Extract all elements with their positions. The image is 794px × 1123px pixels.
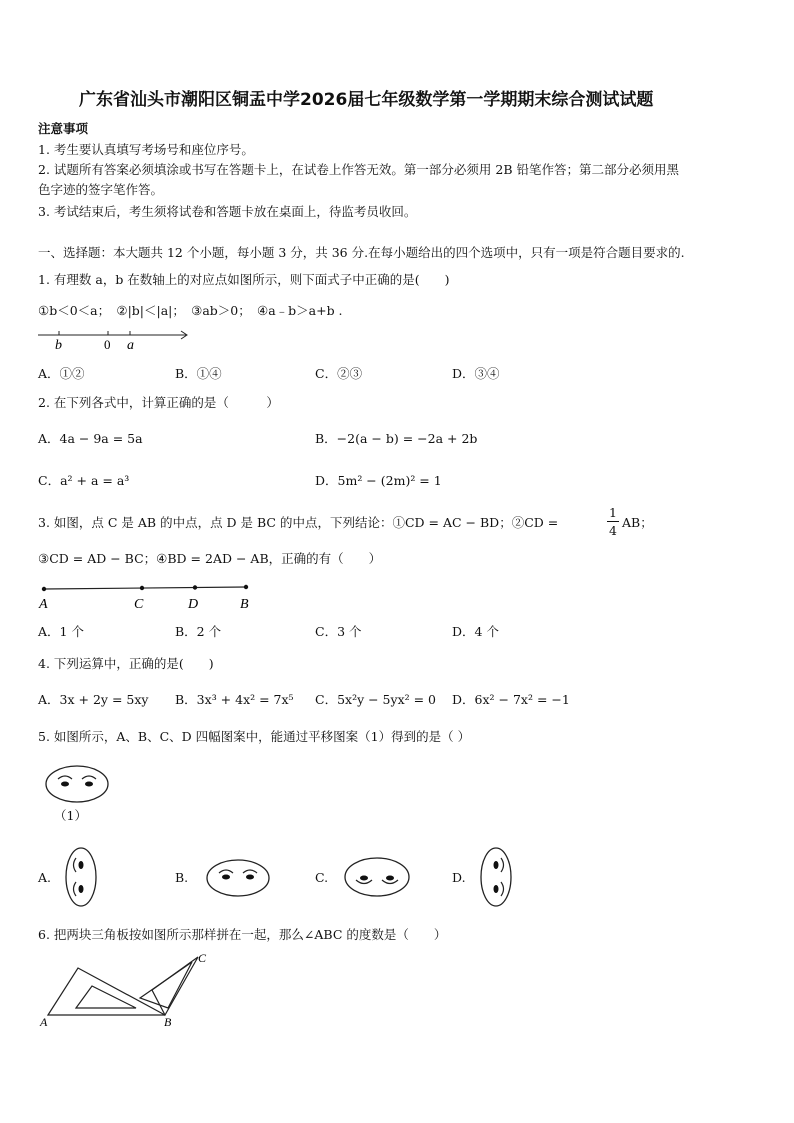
- q3-stem: 3. 如图，点 C 是 AB 的中点，点 D 是 BC 的中点，下列结论：①CD = AC − BD；②CD =: [38, 515, 559, 530]
- q5-option-d[interactable]: D.: [452, 870, 466, 885]
- q4-option-b[interactable]: B．3x³ + 4x² = 7x⁵: [175, 692, 294, 707]
- q4-option-a[interactable]: A．3x + 2y = 5xy: [38, 692, 149, 707]
- axis-label-zero: 0: [104, 337, 111, 352]
- q5-figure-a: [64, 846, 98, 908]
- q4-stem: 4. 下列运算中，正确的是( ): [38, 656, 214, 671]
- q3-option-b[interactable]: B．2 个: [175, 624, 222, 639]
- section-heading: 一、选择题：本大题共 12 个小题，每小题 3 分，共 36 分.在每小题给出的四个选项中，只有一项是符合题目要求的.: [38, 245, 685, 260]
- notice-item: 2. 试题所有答案必须填涂或书写在答题卡上，在试卷上作答无效。第一部分必须用 2B 铅笔作答；第二部分必须用黑: [38, 162, 679, 177]
- q1-option-d[interactable]: D．③④: [452, 366, 500, 381]
- q5-option-c[interactable]: C.: [315, 870, 329, 885]
- q5-option-b[interactable]: B.: [175, 870, 189, 885]
- q2-option-c[interactable]: C．a² + a = a³: [38, 473, 130, 488]
- q5-figure-caption: （1）: [54, 808, 87, 823]
- q6-triangles-figure: [40, 950, 220, 1030]
- triangle-label-a: A: [40, 1015, 48, 1029]
- notice-item: 1. 考生要认真填写考场号和座位序号。: [38, 142, 254, 157]
- q1-option-c[interactable]: C．②③: [315, 366, 363, 381]
- q1-option-a[interactable]: A．①②: [38, 366, 85, 381]
- q5-figure-d: [479, 846, 513, 908]
- triangle-label-c: C: [198, 951, 207, 965]
- q3-fraction-denominator: 4: [609, 523, 617, 538]
- q3-segment-figure: [38, 583, 258, 613]
- q2-option-d[interactable]: D．5m² − (2m)² = 1: [315, 473, 442, 488]
- q3-fraction-bar: [607, 521, 619, 522]
- q3-stem-line2: ③CD = AD − BC；④BD = 2AD − AB，正确的有（ ）: [38, 551, 382, 566]
- q3-stem-tail: AB；: [622, 515, 653, 530]
- triangle-label-b: B: [164, 1015, 172, 1029]
- notice-item: 3. 考试结束后，考生须将试卷和答题卡放在桌面上，待监考员收回。: [38, 204, 417, 219]
- point-label-d: D: [188, 597, 199, 612]
- q5-figure-b: [205, 858, 271, 898]
- point-label-b: B: [240, 597, 249, 612]
- q5-stem: 5. 如图所示，A、B、C、D 四幅图案中，能通过平移图案（1）得到的是（ ）: [38, 729, 471, 744]
- notice-item: 色字迹的签字笔作答。: [38, 182, 164, 197]
- point-label-c: C: [134, 597, 144, 612]
- axis-label-b: b: [55, 338, 62, 353]
- point-label-a: A: [39, 597, 48, 612]
- q3-option-d[interactable]: D．4 个: [452, 624, 499, 639]
- q2-stem: 2. 在下列各式中，计算正确的是（ ）: [38, 395, 279, 410]
- q3-option-a[interactable]: A．1 个: [38, 624, 84, 639]
- q1-stem: 1. 有理数 a，b 在数轴上的对应点如图所示，则下面式子中正确的是( ): [38, 272, 450, 287]
- q1-option-b[interactable]: B．①④: [175, 366, 222, 381]
- q4-option-d[interactable]: D．6x² − 7x² = −1: [452, 692, 570, 707]
- page-title: 广东省汕头市潮阳区铜盂中学2026届七年级数学第一学期期末综合测试试题: [79, 90, 654, 110]
- q5-figure-c: [342, 856, 412, 898]
- notice-heading: 注意事项: [38, 121, 89, 136]
- q2-option-a[interactable]: A．4a − 9a = 5a: [38, 431, 143, 446]
- q4-option-c[interactable]: C．5x²y − 5yx² = 0: [315, 692, 437, 707]
- q1-statements: ①b＜0＜a； ②|b|＜|a|； ③ab＞0； ④a﹣b＞a+b .: [38, 303, 343, 318]
- q5-option-a[interactable]: A.: [38, 870, 52, 885]
- q5-figure-1: [44, 764, 110, 806]
- q2-option-b[interactable]: B．−2(a − b) = −2a + 2b: [315, 431, 478, 446]
- q3-option-c[interactable]: C．3 个: [315, 624, 362, 639]
- q1-number-line: [38, 326, 198, 352]
- q3-fraction-numerator: 1: [609, 505, 617, 520]
- q6-stem: 6. 把两块三角板按如图所示那样拼在一起，那么∠ABC 的度数是（ ）: [38, 927, 447, 942]
- axis-label-a: a: [127, 338, 134, 353]
